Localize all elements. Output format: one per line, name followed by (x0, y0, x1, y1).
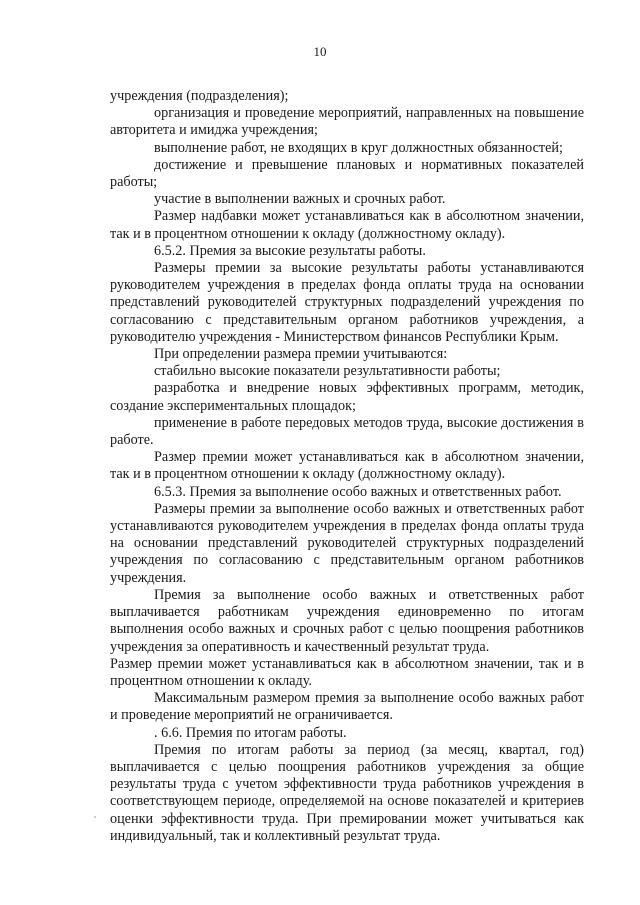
page-number: 10 (313, 44, 327, 59)
paragraph-5: участие в выполнении важных и срочных работ. (154, 191, 446, 208)
paragraph-12: применение в работе передовых методов труда, высокие достижения в работе. (110, 414, 584, 449)
scan-speck (94, 816, 96, 818)
paragraph-9: При определении размера премии учитываются: (154, 346, 448, 363)
paragraph-8: Размеры премии за высокие результаты работы устанавливаются руководителем учреждения в пределах фонда оплаты труда на основании представлений руководителей структурных подразделений учреждения по согласованию с представительным органом работников учреждения, а руководителю учреждения - Министерством финансов Республики Крым. (110, 260, 584, 345)
section-heading-6-5-2: 6.5.2. Премия за высокие результаты работы. (154, 242, 426, 259)
paragraph-20: Премия по итогам работы за период (за месяц, квартал, год) выплачивается с целью поощрения работников учреждения за общие результаты труда с учетом эффективности труда работников учреждения в соответствующем периоде, определяемой на основе показателей и критериев оценки эффективности труда. При премировании может учитываться как индивидуальный, так и коллективный результат труда. (110, 741, 584, 844)
paragraph-13: Размер премии может устанавливаться как в абсолютном значении, так и в процентном отношении к окладу (должностному окладу). (110, 449, 584, 483)
paragraph-18: Максимальным размером премия за выполнение особо важных работ и проведение мероприятий не ограничивается. (110, 690, 584, 724)
paragraph-17: Размер премии может устанавливаться как в абсолютном значении, так и в процентном отношении к окладу. (110, 655, 584, 689)
section-heading-6-5-3: 6.5.3. Премия за выполнение особо важных и ответственных работ. (154, 483, 562, 500)
paragraph-4: достижение и превышение плановых и нормативных показателей работы; (110, 156, 584, 191)
section-heading-6-6: . 6.6. Премия по итогам работы. (154, 724, 347, 741)
paragraph-10: стабильно высокие показатели результативности работы; (154, 363, 501, 380)
document-body (110, 88, 584, 845)
paragraph-11: разработка и внедрение новых эффективных программ, методик, создание экспериментальных площадок; (110, 380, 584, 414)
paragraph-15: Размеры премии за выполнение особо важных и ответственных работ устанавливаются руководителем учреждения в пределах фонда оплаты труда на основании представлений руководителей структурных подразделений учреждения по согласованию с представительным органом работников учреждения. (110, 500, 584, 586)
paragraph-3: выполнение работ, не входящих в круг должностных обязанностей; (154, 139, 563, 156)
paragraph-1: учреждения (подразделения); (110, 88, 289, 104)
paragraph-16: Премия за выполнение особо важных и ответственных работ выплачивается работникам учреждения единовременно по итогам выполнения особо важных и срочных работ с целью поощрения работников учреждения за оперативность и качественный результат труда. (110, 586, 584, 655)
paragraph-6: Размер надбавки может устанавливаться как в абсолютном значении, так и в процентном отношении к окладу (должностному окладу). (110, 208, 584, 242)
paragraph-2: организация и проведение мероприятий, направленных на повышение авторитета и имиджа учреждения; (110, 105, 584, 139)
